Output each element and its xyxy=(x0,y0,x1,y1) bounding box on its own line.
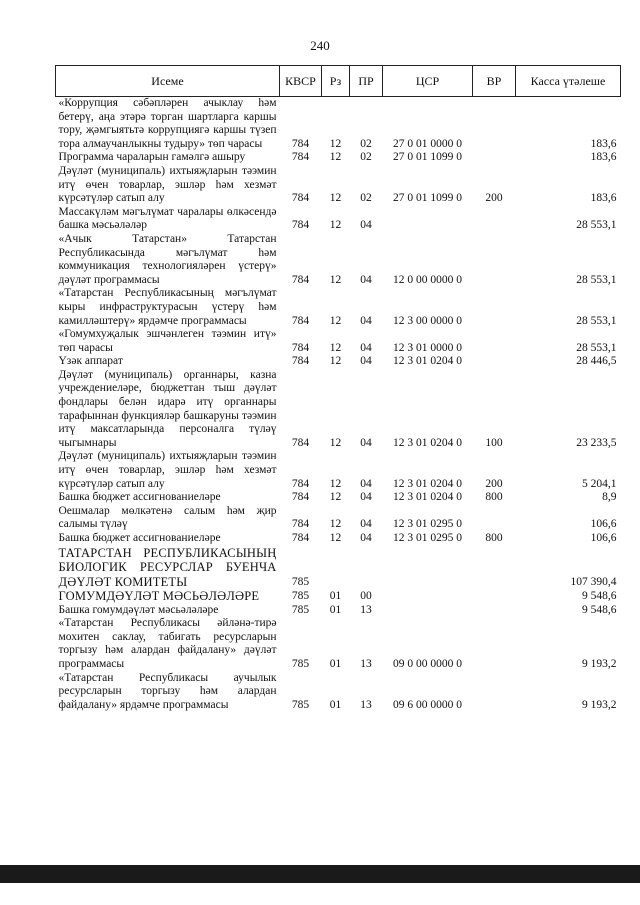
cell-pr: 13 xyxy=(360,698,372,711)
cell-pr: 04 xyxy=(360,314,372,327)
budget-table xyxy=(55,65,621,712)
cell-kassa: 28 446,5 xyxy=(576,355,617,368)
cell-kvsr: 784 xyxy=(291,273,310,286)
cell-pr: 02 xyxy=(360,137,372,150)
cell-pr: 04 xyxy=(360,219,372,232)
cell-name: Башка бюджет ассигнованиеләре xyxy=(58,532,221,544)
cell-vr: 100 xyxy=(485,436,503,449)
cell-vr xyxy=(473,151,516,165)
table-row xyxy=(56,617,621,671)
cell-rz: 12 xyxy=(329,518,342,531)
cell-pr: 04 xyxy=(360,341,372,354)
cell-kvsr: 784 xyxy=(291,436,310,449)
cell-pr: 13 xyxy=(360,657,372,670)
page-number: 240 xyxy=(310,38,330,53)
cell-name: «Гомумхуҗалык эшчәнлеген тәэмин итү» төп чарасы xyxy=(58,328,277,354)
table-row xyxy=(56,672,621,713)
cell-kassa: 9 193,2 xyxy=(582,698,617,711)
cell-kvsr: 784 xyxy=(291,491,310,504)
cell-csr xyxy=(383,206,473,233)
table-row xyxy=(56,491,621,505)
cell-pr: 04 xyxy=(360,273,372,286)
cell-csr xyxy=(383,589,473,604)
cell-csr: 12 3 00 0000 0 xyxy=(393,314,462,327)
cell-kassa: 183,6 xyxy=(590,151,617,164)
cell-rz: 01 xyxy=(329,590,342,602)
cell-name: Дәүләт (муниципаль) ихтыяҗларын тәэмин итү өчен товарлар, эшләр һәм хезмәт күрсәтүләр сатып алу xyxy=(58,450,277,490)
cell-kassa: 8,9 xyxy=(602,491,617,504)
cell-vr xyxy=(473,672,516,713)
cell-rz: 01 xyxy=(329,657,342,670)
table-row xyxy=(56,151,621,165)
cell-kassa: 23 233,5 xyxy=(576,436,617,449)
table-row xyxy=(56,233,621,287)
cell-rz: 01 xyxy=(329,698,342,711)
cell-pr: 04 xyxy=(360,355,372,368)
cell-kassa: 107 390,4 xyxy=(570,575,617,588)
cell-kassa: 106,6 xyxy=(590,518,617,531)
cell-name: «Коррупция сәбәпләрен ачыклау һәм бетерү, аңа этәрә торган шартларга каршы тору, җәмгыятьтә коррупциягә каршы түзеп тора алмаучанлыкны тудыру» төп чарасы xyxy=(58,97,277,150)
cell-kvsr: 784 xyxy=(291,532,310,544)
cell-kassa: 28 553,1 xyxy=(576,219,617,232)
cell-kvsr: 784 xyxy=(291,518,310,531)
cell-kassa: 28 553,1 xyxy=(576,341,617,354)
cell-rz: 12 xyxy=(329,436,342,449)
cell-name: ГОМУМДӘҮЛӘТ МӘСЬӘЛӘЛӘРЕ xyxy=(58,589,260,604)
cell-csr: 12 3 01 0204 0 xyxy=(393,436,462,449)
table-row xyxy=(56,287,621,328)
col-header-kvsr: КВСР xyxy=(280,66,322,97)
cell-pr: 00 xyxy=(360,590,372,602)
cell-csr: 27 0 01 1099 0 xyxy=(393,151,462,164)
cell-kvsr: 785 xyxy=(291,657,310,670)
col-header-kassa: Касса үтәлеше xyxy=(516,66,621,97)
cell-pr: 04 xyxy=(360,491,372,504)
cell-pr: 04 xyxy=(360,518,372,531)
cell-rz: 12 xyxy=(329,192,342,205)
cell-kvsr: 784 xyxy=(291,341,310,354)
table-row xyxy=(56,532,621,546)
cell-rz: 12 xyxy=(329,355,342,368)
cell-csr xyxy=(383,546,473,590)
cell-rz: 12 xyxy=(329,491,342,504)
cell-kassa: 28 553,1 xyxy=(576,314,617,327)
table-row xyxy=(56,206,621,233)
cell-kassa: 9 548,6 xyxy=(582,603,617,616)
cell-kvsr: 785 xyxy=(291,575,310,588)
cell-pr: 13 xyxy=(360,603,372,616)
cell-rz: 12 xyxy=(329,151,342,164)
table-row xyxy=(56,604,621,618)
cell-kvsr: 785 xyxy=(291,698,310,711)
cell-pr: 02 xyxy=(360,151,372,164)
cell-vr xyxy=(473,328,516,355)
cell-csr: 12 3 01 0204 0 xyxy=(393,477,462,490)
cell-pr: 04 xyxy=(360,532,372,544)
cell-rz xyxy=(322,546,350,590)
cell-vr xyxy=(473,233,516,287)
cell-vr: 800 xyxy=(485,532,503,544)
cell-vr xyxy=(473,505,516,532)
col-header-vr: ВР xyxy=(473,66,516,97)
cell-name: Массакүләм мәгълүмат чаралары өлкәсендә башка мәсьәләләр xyxy=(58,205,277,232)
cell-vr xyxy=(473,355,516,369)
col-header-pr: ПР xyxy=(350,66,383,97)
cell-vr xyxy=(473,287,516,328)
table-row xyxy=(56,369,621,451)
col-header-rz: Рз xyxy=(322,66,350,97)
cell-rz: 01 xyxy=(329,603,342,616)
cell-kassa: 28 553,1 xyxy=(576,273,617,286)
cell-vr xyxy=(473,617,516,671)
cell-kvsr: 784 xyxy=(291,137,310,150)
cell-rz: 12 xyxy=(329,314,342,327)
cell-name: «Татарстан Республикасы аучылык ресурсларын торгызу һәм алардан файдалану» ярдәмче программасы xyxy=(58,671,277,711)
cell-kvsr: 785 xyxy=(291,603,310,616)
col-header-csr: ЦСР xyxy=(383,66,473,97)
cell-name: «Татарстан Республикасы әйләнә-тирә мохитен саклау, табигать ресурсларын торгызу һәм алардан файдалану» дәүләт программасы xyxy=(58,617,277,670)
table-row xyxy=(56,355,621,369)
cell-kvsr: 785 xyxy=(291,590,310,602)
cell-name: «Татарстан Республикасының мәгълүмат кыры инфраструктурасын үстерү һәм камилләштерү» ярдәмче программасы xyxy=(58,287,277,327)
cell-pr: 04 xyxy=(360,436,372,449)
cell-vr xyxy=(473,604,516,618)
cell-name: Үзәк аппарат xyxy=(58,355,123,368)
cell-vr: 200 xyxy=(485,192,503,205)
cell-csr: 12 3 01 0295 0 xyxy=(393,532,462,544)
cell-csr: 09 6 00 0000 0 xyxy=(393,698,462,711)
cell-kassa: 106,6 xyxy=(590,532,617,544)
cell-kvsr: 784 xyxy=(291,314,310,327)
cell-rz: 12 xyxy=(329,477,342,490)
cell-vr xyxy=(473,206,516,233)
cell-name: Башка гомумдәүләт мәсьәләләре xyxy=(58,603,219,616)
table-row xyxy=(56,165,621,206)
cell-name: Дәүләт (муниципаль) органнары, казна учреждениеләре, бюджеттан тыш дәүләт фондлары белән идарә итү органнары тарафыннан функцияләр башкаруны тәэмин итү максатларында персоналга түләү чыгымнары xyxy=(58,368,277,449)
cell-vr xyxy=(473,546,516,590)
table-row xyxy=(56,546,621,590)
cell-name: Программа чараларын гамәлгә ашыру xyxy=(58,151,246,164)
cell-kvsr: 784 xyxy=(291,477,310,490)
cell-kassa: 9 193,2 xyxy=(582,657,617,670)
cell-kvsr: 784 xyxy=(291,355,310,368)
cell-csr: 09 0 00 0000 0 xyxy=(393,657,462,670)
col-header-name: Исеме xyxy=(56,66,280,97)
cell-rz: 12 xyxy=(329,341,342,354)
cell-rz: 12 xyxy=(329,532,342,544)
cell-rz: 12 xyxy=(329,137,342,150)
cell-csr: 12 3 01 0000 0 xyxy=(393,341,462,354)
cell-name: Дәүләт (муниципаль) ихтыяҗларын тәэмин итү өчен товарлар, эшләр һәм хезмәт күрсәтүләр сатып алу xyxy=(58,164,277,205)
cell-csr: 12 0 00 0000 0 xyxy=(393,273,462,286)
cell-kassa: 9 548,6 xyxy=(582,590,617,602)
cell-rz: 12 xyxy=(329,273,342,286)
cell-kassa: 183,6 xyxy=(590,192,617,205)
cell-name: ТАТАРСТАН РЕСПУБЛИКАСЫНЫҢ БИОЛОГИК РЕСУРСЛАР БУЕНЧА ДӘҮЛӘТ КОМИТЕТЫ xyxy=(58,545,277,589)
cell-kvsr: 784 xyxy=(291,151,310,164)
cell-rz: 12 xyxy=(329,219,342,232)
cell-pr xyxy=(350,546,383,590)
table-row xyxy=(56,97,621,152)
cell-pr: 04 xyxy=(360,477,372,490)
cell-vr: 200 xyxy=(485,477,503,490)
cell-name: «Ачык Татарстан» Татарстан Республикасында мәгълүмат һәм коммуникация технологияләрен үстерү» дәүләт программасы xyxy=(58,232,277,286)
table-row xyxy=(56,328,621,355)
table-header-row xyxy=(56,66,621,97)
cell-csr xyxy=(383,604,473,618)
cell-vr xyxy=(473,589,516,604)
cell-csr: 27 0 01 0000 0 xyxy=(393,137,462,150)
cell-pr: 02 xyxy=(360,192,372,205)
cell-csr: 27 0 01 1099 0 xyxy=(393,192,462,205)
table-row xyxy=(56,589,621,604)
cell-csr: 12 3 01 0204 0 xyxy=(393,355,462,368)
table-row xyxy=(56,505,621,532)
cell-csr: 12 3 01 0204 0 xyxy=(393,491,462,504)
table-row xyxy=(56,450,621,491)
cell-name: Оешмалар мөлкәтенә салым һәм җир салымы түләү xyxy=(58,504,277,531)
cell-vr xyxy=(473,97,516,152)
cell-kassa: 5 204,1 xyxy=(582,477,617,490)
cell-kvsr: 784 xyxy=(291,192,310,205)
cell-name: Башка бюджет ассигнованиеләре xyxy=(58,491,221,504)
scan-bottom-edge xyxy=(0,865,640,883)
cell-kvsr: 784 xyxy=(291,219,310,232)
cell-vr: 800 xyxy=(485,491,503,504)
cell-kassa: 183,6 xyxy=(590,137,617,150)
cell-csr: 12 3 01 0295 0 xyxy=(393,518,462,531)
